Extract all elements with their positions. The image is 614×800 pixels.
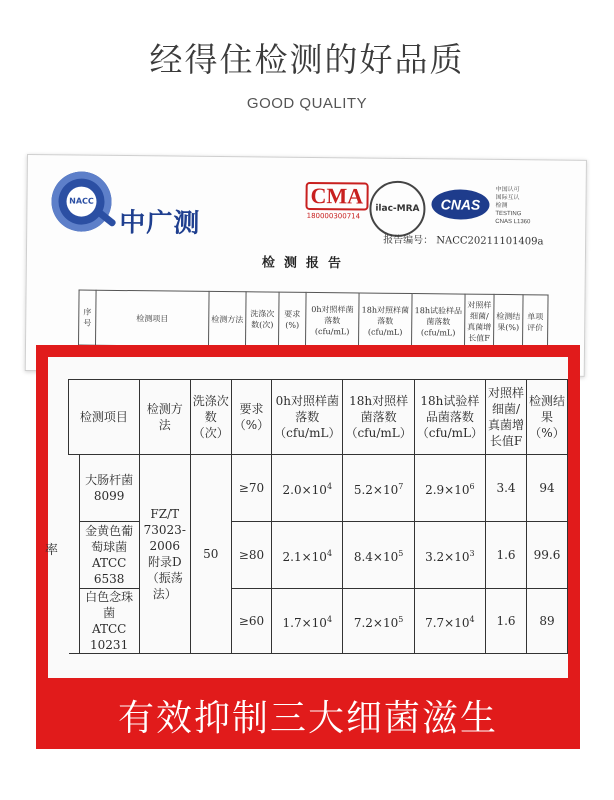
organism-name: 白色念珠菌 [85,590,134,620]
cnas-logo-icon: CNAS [431,189,489,220]
growth-cell: 1.6 [486,522,527,589]
header-item: 检测项目 [69,380,140,455]
cnas-caption-line: 国际互认 [495,193,520,202]
antibacterial-results-table [68,379,568,654]
requirement-cell: ≥60 [231,589,271,654]
report-col-header: 检测方法 [208,291,246,346]
organism-cell [79,589,139,654]
report-col-header: 洗涤次数(次) [245,292,279,347]
cma-certification [305,182,364,221]
organism-cell [79,455,139,522]
organism-name: 大肠杆菌 [85,473,134,487]
header-growth: 对照样细菌/真菌增长值F [486,380,527,455]
organism-code: ATCC 6538 [91,556,127,586]
c18h-cell: $8.4\times 10^5$ [343,522,414,589]
report-col-header: 单项评价 [522,295,548,350]
organism-name: 金黄色葡萄球菌 [85,524,134,554]
page-title: 经得住检测的好品质 [149,40,465,79]
t18h-cell: $2.9\times 10^6$ [414,455,485,522]
organism-cell [79,522,139,589]
side-cutoff-char: 率 [45,543,59,558]
c0h-cell: $1.7\times 10^4$ [272,589,343,654]
t18h-cell: $7.7\times 10^4$ [414,589,485,654]
method-cell: FZ/T 73023-2006 附录D（振荡法） [139,455,190,654]
brand-name: 中广测 [119,207,201,239]
report-col-header: 对照样细菌/真菌增长值F [464,294,494,349]
zoomed-results [45,357,568,678]
highlight-frame [36,345,580,749]
cma-mark-icon: CMA [305,182,368,211]
cnas-caption-line: TESTING [495,210,522,218]
report-col-header: 18h试验样品菌落数(cfu/mL) [411,294,465,350]
report-col-header: 0h对照样菌落数(cfu/mL) [305,292,359,348]
nacc-logo-icon [51,171,112,232]
header-method: 检测方法 [139,380,190,455]
report-col-header: 要求(%) [278,292,306,347]
cnas-caption [495,186,565,227]
header-18h-test: 18h试验样品菌落数（cfu/mL） [414,380,485,455]
header-wash: 洗涤次数（次） [190,380,231,455]
cnas-caption-line: 检测 [495,201,508,210]
c0h-cell: $2.1\times 10^4$ [272,522,343,589]
test-report-sheet [25,154,587,377]
t18h-cell: $3.2\times 10^3$ [414,522,485,589]
requirement-cell: ≥70 [231,455,271,522]
result-cell: 94 [527,455,568,522]
slogan-banner: 有效抑制三大细菌滋生 [117,698,498,739]
cma-code: 180000300714 [306,211,361,221]
page-subtitle: GOOD QUALITY [246,95,368,112]
header-requirement: 要求（%） [231,380,271,455]
nacc-logo-text: NACC [66,186,96,216]
organism-code: 8099 [93,489,125,503]
header-18h-control: 18h对照样菌落数（cfu/mL） [343,380,414,455]
header-result: 检测结果（%） [527,380,568,455]
ilac-mra-label: ilac-MRA [375,203,420,215]
report-col-header: 序号 [79,290,97,345]
c18h-cell: $5.2\times 10^7$ [343,455,414,522]
report-title: 检测报告 [261,255,350,272]
organism-code: ATCC 10231 [90,622,129,652]
c0h-cell: $2.0\times 10^4$ [272,455,343,522]
requirement-cell: ≥80 [231,522,271,589]
cnas-caption-line: CNAS L1360 [495,218,531,226]
header-0h-control: 0h对照样菌落数（cfu/mL） [272,380,343,455]
report-number: 报告编号： NACC20211101409a [383,234,544,248]
growth-cell: 3.4 [486,455,527,522]
wash-cell: 50 [190,455,231,654]
cnas-caption-line: 中国认可 [495,185,520,194]
result-cell: 89 [527,589,568,654]
report-col-header: 检测结果(%) [493,294,523,349]
growth-cell: 1.6 [486,589,527,654]
ilac-mra-icon [369,181,426,238]
c18h-cell: $7.2\times 10^5$ [343,589,414,654]
report-col-header: 检测项目 [96,290,210,346]
report-col-header: 18h对照样菌落数(cfu/mL) [358,293,412,349]
report-header-table [78,290,549,351]
cutoff-column [69,455,80,654]
result-cell: 99.6 [527,522,568,589]
